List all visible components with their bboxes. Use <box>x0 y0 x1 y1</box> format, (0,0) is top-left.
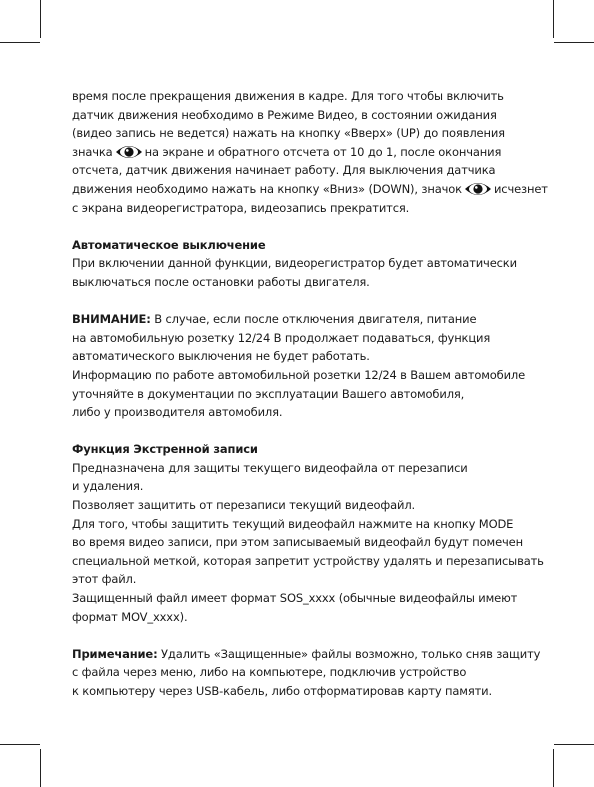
text-line <box>72 645 542 664</box>
text-line: датчик движения необходимо в Режиме Видео, в состоянии ожидания <box>72 107 497 122</box>
text-line: на автомобильную розетку 12/24 В продолжает подаваться, функция <box>72 330 491 345</box>
text-line: автоматического выключения не будет работать. <box>72 349 370 364</box>
text-fragment: на экране и обратного отсчета от 10 до 1, после окончания <box>144 144 502 159</box>
crop-mark <box>0 42 40 43</box>
text-line: Для того, чтобы защитить текущий видеофайл нажмите на кнопку MODE <box>72 516 514 531</box>
text-line: Предназначена для защиты текущего видеофайла от перезаписи <box>72 460 468 475</box>
crop-mark <box>40 749 41 787</box>
text-line: и удаления. <box>72 479 144 494</box>
text-line: либо у производителя автомобиля. <box>72 405 283 420</box>
text-line: с файла через меню, либо на компьютере, подключив устройство <box>72 665 467 680</box>
text-line: отсчета, датчик движения начинает работу. Для выключения датчика <box>72 163 496 178</box>
crop-mark <box>0 744 40 745</box>
text-line <box>72 143 542 162</box>
text-line: Информацию по работе автомобильной розетки 12/24 в Вашем автомобиле <box>72 367 526 382</box>
text-line: При включении данной функции, видеорегистратор будет автоматически <box>72 256 517 271</box>
text-fragment: В случае, если после отключения двигателя, питание <box>150 312 477 327</box>
section-heading: Автоматическое выключение <box>72 237 266 252</box>
text-line: уточняйте в документации по эксплуатации Вашего автомобиля, <box>72 386 465 401</box>
text-fragment: движения необходимо нажать на кнопку «Вниз» (DOWN), значок <box>72 181 462 196</box>
text-line: Защищенный файл имеет формат SOS_xxxx (обычные видеофайлы имеют <box>72 591 518 606</box>
text-line: этот файл. <box>72 572 137 587</box>
crop-mark <box>553 0 554 38</box>
text-line <box>72 180 548 199</box>
section-heading: Функция Экстренной записи <box>72 442 258 457</box>
eye-icon <box>464 181 492 197</box>
text-line: формат MOV_xxxx). <box>72 609 188 624</box>
text-fragment: исчезнет <box>493 181 548 196</box>
crop-mark <box>554 744 594 745</box>
text-line: (видео запись не ведется) нажать на кнопку «Вверх» (UP) до появления <box>72 126 505 141</box>
text-line: время после прекращения движения в кадре. Для того чтобы включить <box>72 89 504 103</box>
crop-mark <box>40 0 41 38</box>
note-label: Примечание: <box>72 646 158 661</box>
text-line: во время видео записи, при этом записываемый видеофайл будут помечен <box>72 535 523 550</box>
warning-label: ВНИМАНИЕ: <box>72 312 151 327</box>
text-line: Позволяет защитить от перезаписи текущий видеофайл. <box>72 498 416 513</box>
text-line: к компьютеру через USB-кабель, либо отформатировав карту памяти. <box>72 684 492 698</box>
text-fragment: Удалить «Защищенные» файлы возможно, только сняв защиту <box>157 646 541 661</box>
crop-mark <box>554 42 594 43</box>
eye-icon <box>115 144 143 160</box>
crop-mark <box>553 749 554 787</box>
text-fragment: значка <box>72 144 113 159</box>
text-line: выключаться после остановки работы двигателя. <box>72 274 370 289</box>
text-line: с экрана видеорегистратора, видеозапись прекратится. <box>72 200 410 215</box>
text-line: специальной меткой, которая запретит устройству удалять и перезаписывать <box>72 553 544 568</box>
document-body <box>72 87 548 701</box>
text-line <box>72 310 542 329</box>
